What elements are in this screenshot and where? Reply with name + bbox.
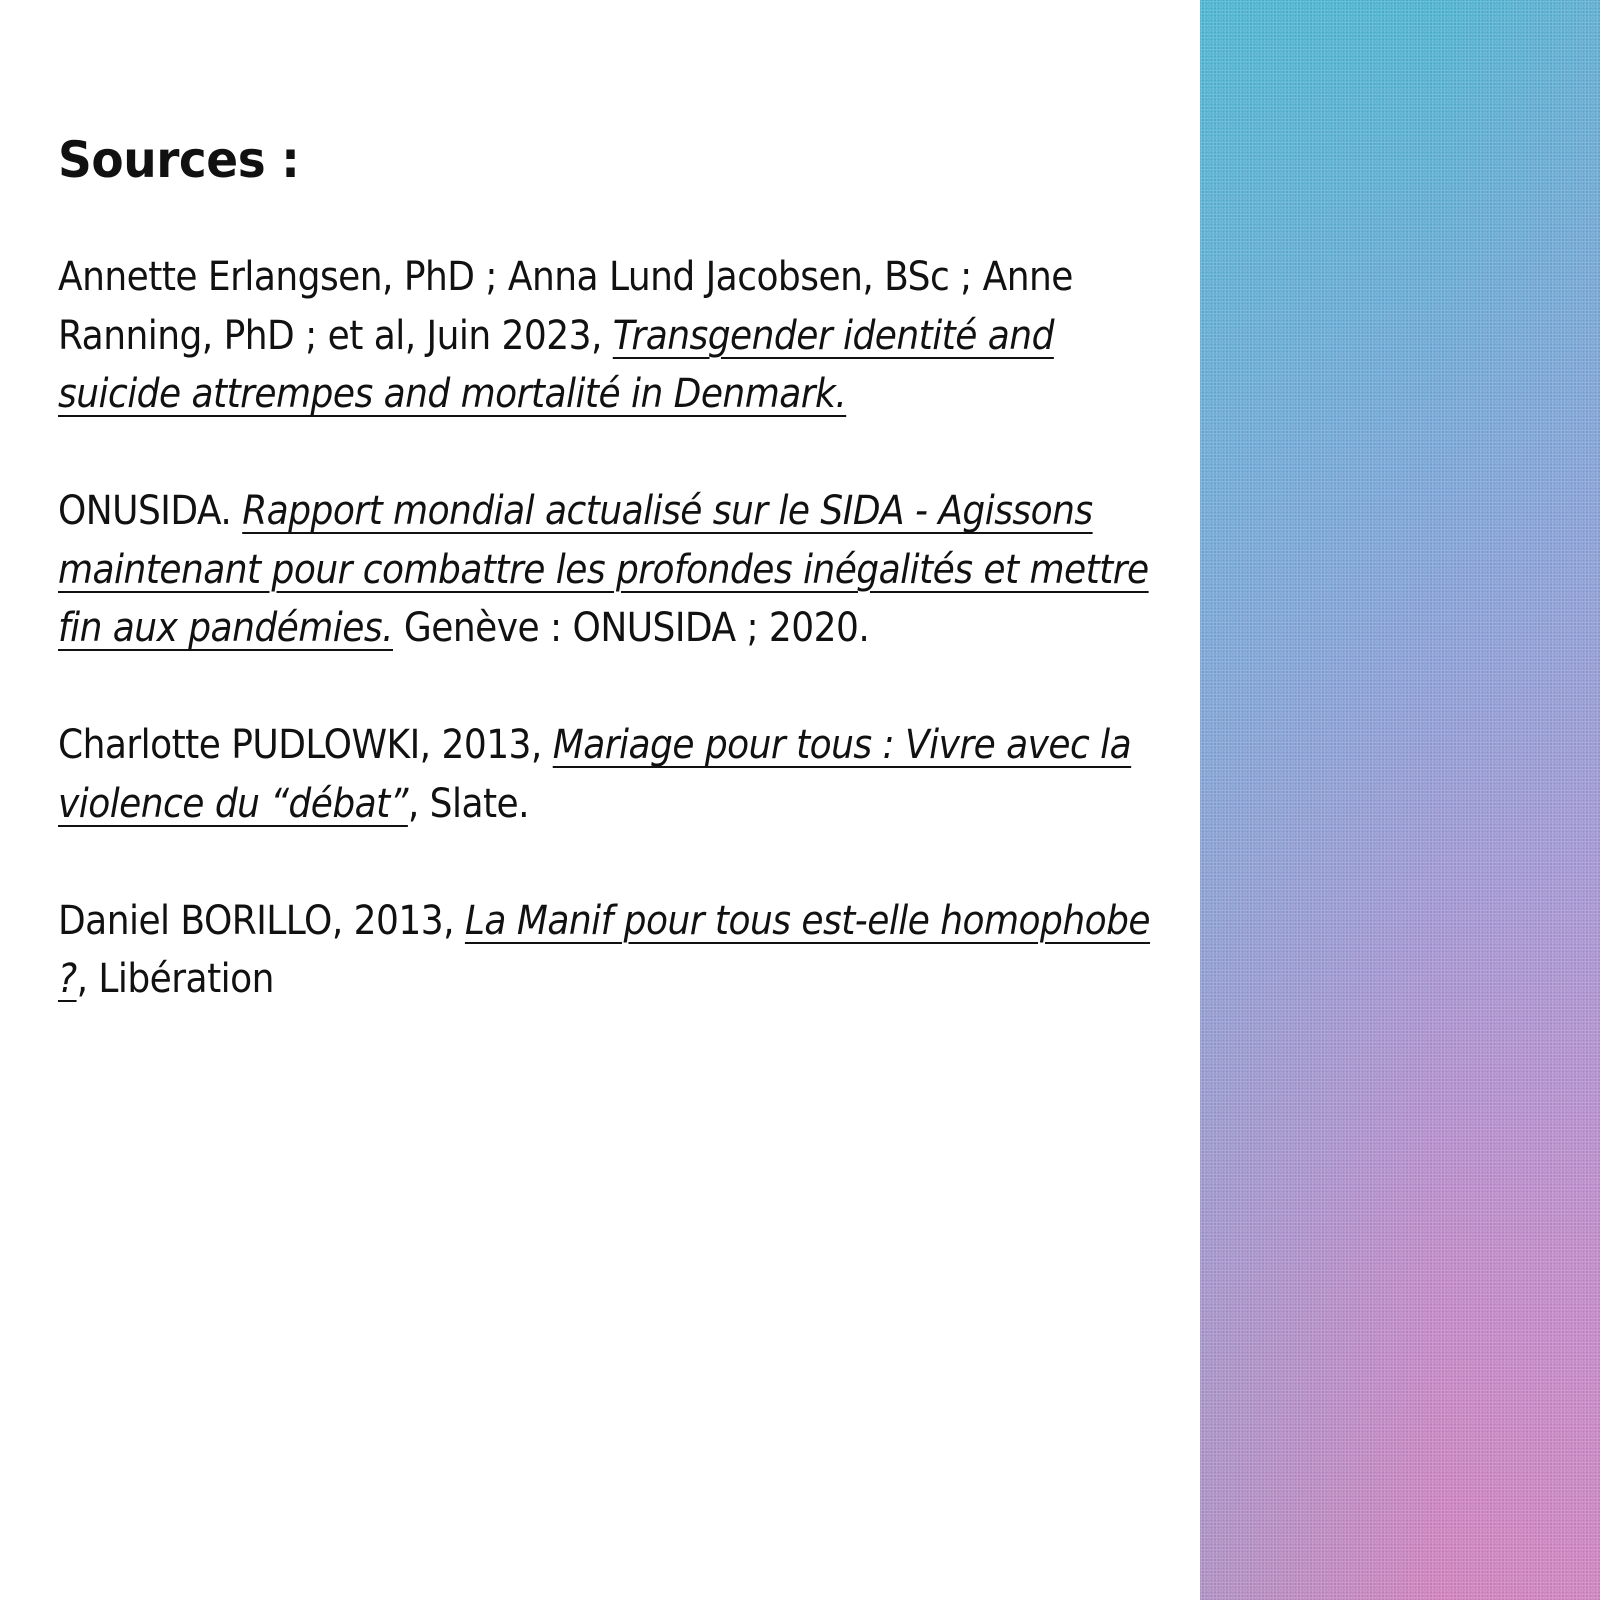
reference-onusida	[58, 482, 1183, 658]
page-title: Sources :	[58, 131, 300, 189]
reference-publisher: Genève : ONUSIDA ; 2020.	[392, 605, 870, 651]
reference-title-link[interactable]: La Manif pour tous est-elle homophobe ?	[58, 897, 1151, 1002]
grain-texture	[1200, 0, 1600, 1600]
reference-authors: Charlotte PUDLOWKI, 2013,	[58, 722, 553, 768]
reference-borillo	[58, 892, 1183, 1009]
reference-erlangsen	[58, 248, 1183, 424]
reference-publisher: , Libération	[76, 956, 274, 1002]
reference-authors: Daniel BORILLO, 2013,	[58, 897, 465, 944]
reference-pudlowki	[58, 716, 1183, 833]
reference-authors: ONUSIDA.	[58, 488, 243, 534]
reference-title-link[interactable]: Mariage pour tous : Vivre avec la violence du “débat”	[58, 722, 1132, 827]
reference-title-link[interactable]: Rapport mondial actualisé sur le SIDA - Agissons maintenant pour combattre les profondes inégalités et mettre fin aux pandémies.	[58, 488, 1149, 651]
reference-title-link[interactable]: Transgender identité and suicide attrempes and mortalité in Denmark.	[58, 312, 1054, 417]
reference-authors: Annette Erlangsen, PhD ; Anna Lund Jacobsen, BSc ; Anne Ranning, PhD ; et al, Juin 2023,	[58, 254, 1073, 359]
decorative-gradient-panel	[1200, 0, 1600, 1600]
reference-publisher: , Slate.	[407, 780, 530, 827]
sources-content	[58, 130, 1188, 1067]
